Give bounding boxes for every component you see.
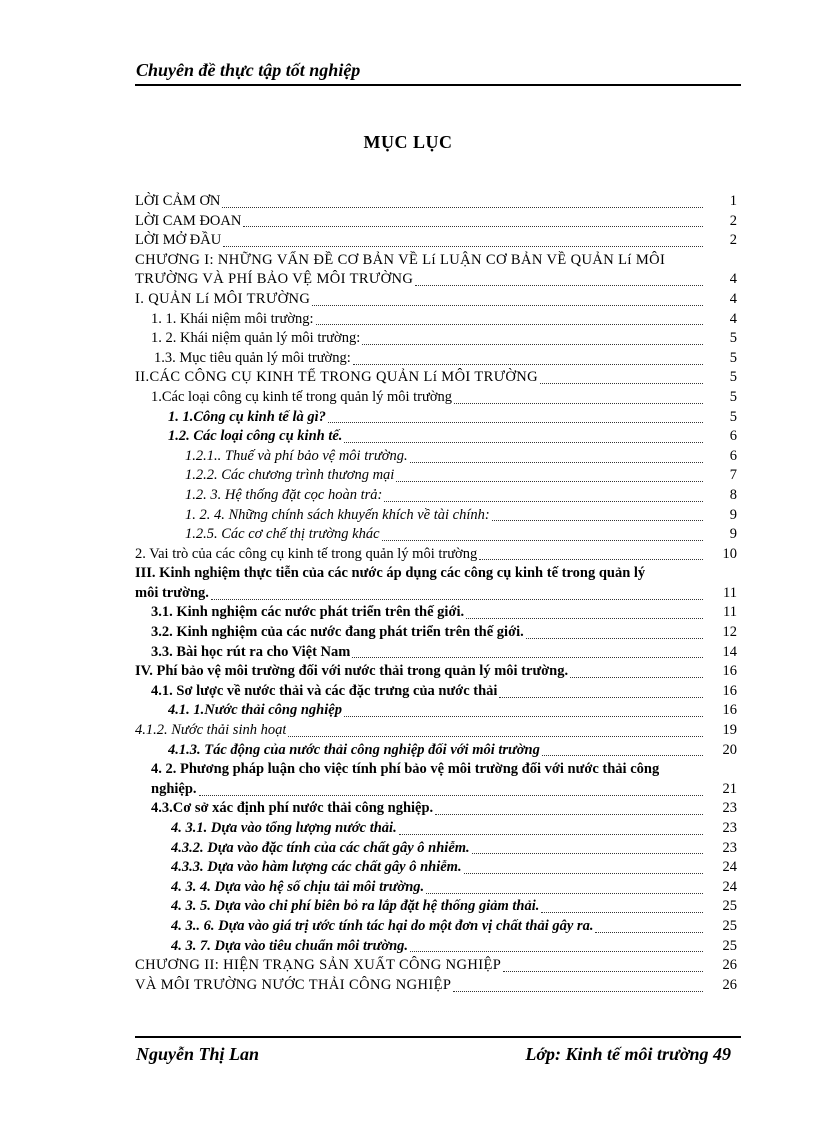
- toc-entry[interactable]: [135, 447, 740, 467]
- leader-dots: [384, 500, 703, 502]
- toc-entry[interactable]: [135, 682, 740, 702]
- toc-entry-page: 19: [722, 722, 737, 739]
- leader-dots: [540, 382, 703, 384]
- toc-entry[interactable]: [135, 329, 740, 349]
- toc-entry-text: IV. Phí bảo vệ môi trường đối với nước thải trong quản lý môi trường.: [135, 663, 569, 680]
- toc-entry-page: 21: [722, 780, 737, 797]
- header-rule: [135, 84, 741, 86]
- toc-entry-page: 24: [722, 878, 737, 895]
- leader-dots: [472, 852, 703, 854]
- toc-entry-page: 10: [722, 545, 737, 562]
- toc-entry-text: LỜI CAM ĐOAN: [135, 212, 242, 229]
- toc-entry-text: 4. 3. 5. Dựa vào chi phí biên bỏ ra lắp đặt hệ thống giảm thải.: [171, 898, 540, 915]
- toc-entry-page: 9: [729, 506, 737, 523]
- leader-dots: [344, 441, 703, 443]
- leader-dots: [223, 245, 703, 247]
- toc-entry-text: 4. 2. Phương pháp luận cho việc tính phí bảo vệ môi trường đối với nước thải công: [151, 761, 660, 778]
- toc-entry-text: II.CÁC CÔNG CỤ KINH TẾ TRONG QUẢN Lí MÔI TRƯỜNG: [135, 369, 539, 386]
- leader-dots: [410, 461, 703, 463]
- leader-dots: [453, 990, 703, 992]
- toc-entry-page: 5: [729, 408, 737, 425]
- toc-entry-text: 4.3.Cơ sở xác định phí nước thải công nghiệp.: [151, 800, 434, 817]
- leader-dots: [454, 402, 703, 404]
- leader-dots: [353, 363, 703, 365]
- toc-entry-page: 25: [722, 937, 737, 954]
- toc-entry[interactable]: [135, 839, 740, 859]
- toc-entry-text: TRƯỜNG VÀ PHÍ BẢO VỆ MÔI TRƯỜNG: [135, 271, 414, 288]
- toc-entry-page: 8: [729, 486, 737, 503]
- leader-dots: [382, 539, 703, 541]
- toc-entry[interactable]: [135, 741, 740, 761]
- toc-entry[interactable]: [135, 525, 740, 545]
- leader-dots: [312, 304, 703, 306]
- leader-dots: [199, 794, 703, 796]
- toc-entry[interactable]: [135, 780, 740, 800]
- toc-entry-text: 1. 1. Khái niệm môi trường:: [151, 310, 314, 327]
- leader-dots: [316, 323, 703, 325]
- toc-entry-page: 2: [729, 212, 737, 229]
- leader-dots: [328, 421, 703, 423]
- toc-entry[interactable]: [135, 819, 740, 839]
- toc-entry[interactable]: [135, 212, 740, 232]
- toc-entry-page: 12: [722, 624, 737, 641]
- toc-entry[interactable]: [135, 701, 740, 721]
- toc-entry[interactable]: [135, 349, 740, 369]
- toc-entry-page: 6: [729, 447, 737, 464]
- leader-dots: [426, 892, 703, 894]
- toc-entry[interactable]: [135, 721, 740, 741]
- toc-entry-page: 14: [722, 643, 737, 660]
- leader-dots: [479, 558, 703, 560]
- toc-entry-text: 1.2.5. Các cơ chế thị trường khác: [185, 526, 380, 543]
- toc-entry-text: LỜI MỞ ĐẦU: [135, 232, 222, 249]
- toc-entry[interactable]: [135, 506, 740, 526]
- toc-entry-text: CHƯƠNG I: NHỮNG VẤN ĐỀ CƠ BẢN VỀ Lí LUẬN CƠ BẢN VỀ QUẢN Lí MÔI: [135, 251, 666, 268]
- toc-entry-page: 5: [729, 330, 737, 347]
- page-title: MỤC LỤC: [363, 132, 453, 152]
- toc-entry[interactable]: [135, 408, 740, 428]
- toc-entry[interactable]: [135, 310, 740, 330]
- toc-entry[interactable]: [135, 858, 740, 878]
- toc-entry[interactable]: [135, 466, 740, 486]
- toc-entry-text: 1.2. 3. Hệ thống đặt cọc hoàn trả:: [185, 486, 383, 503]
- toc-entry-text: 1.2.1.. Thuế và phí bảo vệ môi trường.: [185, 447, 408, 464]
- toc-entry[interactable]: [135, 917, 740, 937]
- leader-dots: [399, 833, 703, 835]
- leader-dots: [526, 637, 703, 639]
- toc-entry-text: 4. 3. 7. Dựa vào tiêu chuẩn môi trường.: [171, 937, 409, 954]
- toc-entry-page: 25: [722, 917, 737, 934]
- toc-entry[interactable]: [135, 270, 740, 290]
- toc-entry-text: CHƯƠNG II: HIỆN TRẠNG SẢN XUẤT CÔNG NGHIỆP: [135, 957, 502, 974]
- toc-entry-text: 2. Vai trò của các công cụ kinh tế trong quản lý môi trường: [135, 545, 478, 562]
- toc-entry-page: 11: [723, 584, 737, 601]
- toc-entry[interactable]: [135, 486, 740, 506]
- toc-entry-page: 26: [722, 976, 737, 993]
- footer-class: Lớp: Kinh tế môi trường 49: [525, 1044, 731, 1064]
- leader-dots: [410, 950, 703, 952]
- toc-entry[interactable]: [135, 878, 740, 898]
- toc-entry[interactable]: [135, 427, 740, 447]
- leader-dots: [542, 754, 703, 756]
- toc-entry-page: 16: [722, 663, 737, 680]
- toc-entry-text: 1. 2. Khái niệm quản lý môi trường:: [151, 330, 361, 347]
- toc-entry-page: 7: [729, 467, 737, 484]
- toc-entry-page: 1: [729, 193, 737, 209]
- toc-entry-text: 4.3.2. Dựa vào đặc tính của các chất gây ô nhiễm.: [171, 839, 470, 856]
- toc-entry[interactable]: [135, 897, 740, 917]
- toc-entry-page: 25: [722, 898, 737, 915]
- leader-dots: [570, 676, 703, 678]
- toc-entry-text: 3.1. Kinh nghiệm các nước phát triển trên thế giới.: [151, 604, 465, 621]
- toc-entry-text: LỜI CẢM ƠN: [135, 193, 221, 209]
- toc-entry[interactable]: [135, 231, 740, 251]
- header-title: Chuyên đề thực tập tốt nghiệp: [136, 60, 361, 80]
- toc-entry-text: 1. 2. 4. Những chính sách khuyến khích về tài chính:: [185, 506, 490, 523]
- leader-dots: [344, 715, 703, 717]
- toc-entry-text: VÀ MÔI TRƯỜNG NƯỚC THẢI CÔNG NGHIỆP: [135, 976, 452, 993]
- toc-entry-page: 11: [723, 604, 737, 621]
- toc-entry-text: I. QUẢN Lí MÔI TRƯỜNG: [135, 290, 311, 307]
- toc-entry-page: 6: [729, 428, 737, 445]
- toc-entry[interactable]: [135, 368, 740, 388]
- toc-entry-page: 23: [722, 800, 737, 817]
- toc-entry-page: 16: [722, 682, 737, 699]
- leader-dots: [415, 284, 703, 286]
- toc-entry[interactable]: [135, 603, 740, 623]
- leader-dots: [435, 813, 703, 815]
- leader-dots: [352, 656, 703, 658]
- toc-entry[interactable]: [135, 760, 740, 780]
- toc-entry-text: 4.1. Sơ lược về nước thải và các đặc trưng của nước thải: [151, 682, 498, 699]
- toc-entry-text: 1.2. Các loại công cụ kinh tế.: [168, 428, 343, 445]
- toc-entry[interactable]: [135, 937, 740, 957]
- toc-entry-page: 5: [729, 388, 737, 405]
- toc-entry[interactable]: [135, 584, 740, 604]
- toc-entry-text: 4. 3. 4. Dựa vào hệ số chịu tải môi trường.: [171, 878, 425, 895]
- toc-entry[interactable]: [135, 623, 740, 643]
- leader-dots: [466, 617, 703, 619]
- toc-entry-page: 20: [722, 741, 737, 758]
- toc-entry-page: 5: [729, 369, 737, 386]
- toc-entry-text: 1.Các loại công cụ kinh tế trong quản lý môi trường: [151, 388, 453, 405]
- toc-entry[interactable]: [135, 956, 740, 976]
- toc-entry-text: 1.3. Mục tiêu quản lý môi trường:: [154, 349, 351, 366]
- toc-entry-page: 23: [722, 820, 737, 836]
- leader-dots: [396, 480, 703, 482]
- toc-entry[interactable]: [135, 545, 740, 565]
- toc-entry[interactable]: [135, 192, 740, 212]
- toc-entry-page: 26: [722, 957, 737, 974]
- toc-entry-text: 3.2. Kinh nghiệm của các nước đang phát triển trên thế giới.: [151, 624, 524, 641]
- toc-entry[interactable]: [135, 662, 740, 682]
- leader-dots: [288, 735, 703, 737]
- toc-entry[interactable]: [135, 643, 740, 663]
- toc-entry-text: môi trường.: [135, 584, 209, 601]
- footer-author: Nguyễn Thị Lan: [136, 1044, 260, 1064]
- toc-entry-page: 23: [722, 839, 737, 856]
- leader-dots: [492, 519, 703, 521]
- toc-entry-text: 4. 3.. 6. Dựa vào giá trị ước tính tác hại do một đơn vị chất thải gây ra.: [171, 917, 594, 934]
- leader-dots: [464, 872, 703, 874]
- toc-entry-page: 2: [729, 232, 737, 249]
- toc-entry[interactable]: [135, 564, 740, 584]
- toc-entry[interactable]: [135, 290, 740, 310]
- leader-dots: [222, 206, 703, 208]
- leader-dots: [499, 696, 703, 698]
- toc-entry-text: III. Kinh nghiệm thực tiễn của các nước áp dụng các công cụ kinh tế trong quản lý: [135, 565, 646, 582]
- toc-entry[interactable]: [135, 976, 740, 996]
- toc-entry-text: 4.3.3. Dựa vào hàm lượng các chất gây ô nhiễm.: [171, 859, 462, 876]
- leader-dots: [595, 931, 703, 933]
- toc-entry-page: 4: [729, 290, 737, 307]
- toc-entry-page: 24: [722, 859, 737, 876]
- toc-entry-text: 4.1.2. Nước thải sinh hoạt: [135, 722, 287, 739]
- toc-entry-text: 4.1.3. Tác động của nước thải công nghiệp đối với môi trường: [168, 741, 540, 758]
- toc-entry-page: 9: [729, 526, 737, 543]
- toc-entry-text: 4. 3.1. Dựa vào tổng lượng nước thải.: [171, 820, 397, 836]
- toc-entry-text: 3.3. Bài học rút ra cho Việt Nam: [151, 643, 351, 660]
- toc-entry[interactable]: [135, 388, 740, 408]
- leader-dots: [503, 970, 703, 972]
- toc-entry[interactable]: [135, 799, 740, 819]
- table-of-contents: [135, 192, 740, 995]
- toc-entry[interactable]: [135, 251, 740, 271]
- leader-dots: [541, 911, 703, 913]
- toc-entry-text: 4.1. 1.Nước thải công nghiệp: [168, 702, 342, 719]
- toc-entry-page: 5: [729, 349, 737, 366]
- toc-entry-page: 4: [729, 310, 737, 327]
- toc-entry-page: 4: [729, 271, 737, 288]
- toc-entry-page: 16: [722, 702, 737, 719]
- toc-entry-text: nghiệp.: [151, 780, 197, 797]
- leader-dots: [362, 343, 703, 345]
- leader-dots: [211, 598, 703, 600]
- toc-entry-text: 1.2.2. Các chương trình thương mại: [185, 467, 395, 484]
- footer-rule: [135, 1036, 741, 1038]
- leader-dots: [243, 225, 703, 227]
- toc-entry-text: 1. 1.Công cụ kinh tế là gì?: [168, 408, 326, 425]
